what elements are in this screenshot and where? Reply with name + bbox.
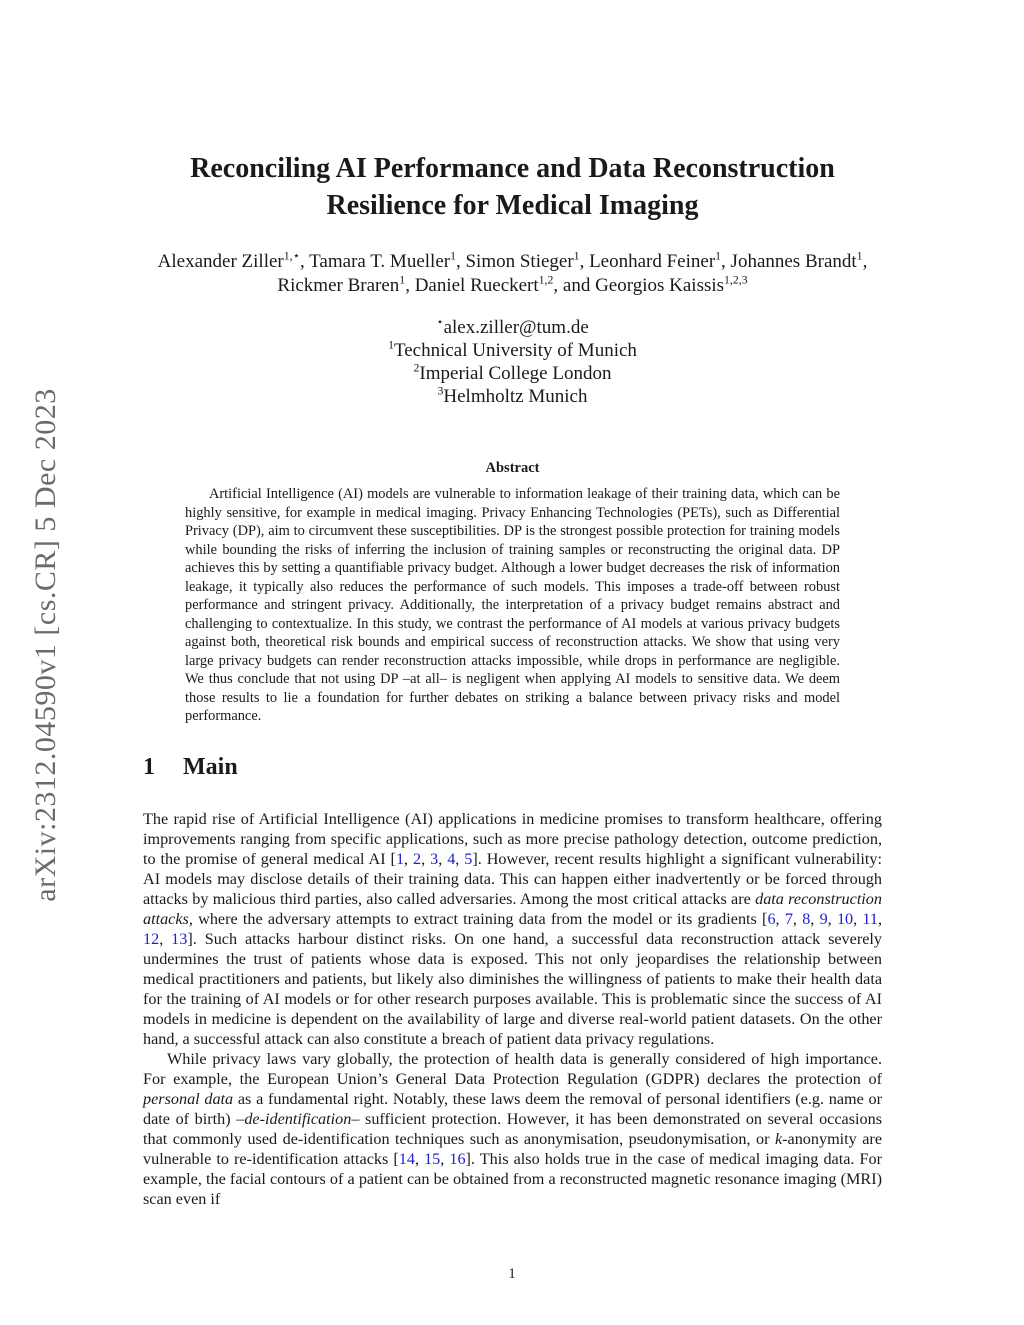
citation-link[interactable]: 5 (464, 849, 473, 868)
paragraph-2: While privacy laws vary globally, the protection of health data is generally considered of high importance. For example, the European Union’s General Data Protection Regulation (GDPR) declares the protection of personal data as a fundamental right. Notably, these laws deem the removal of personal identifiers (e.g. name or date of birth) –de-identification– sufficient protection. However, it has been demonstrated on several occasions that commonly used de-identification techniques such as anonymisation, pseudonymisation, or k-anonymity are vulnerable to re-identification attacks [14, 15, 16]. This also holds true in the case of medical imaging data. For example, the facial contours of a patient can be obtained from a reconstructed magnetic resonance imaging (MRI) scan even if (143, 1049, 883, 1208)
title-line-1: Reconciling AI Performance and Data Reconstruction (190, 153, 835, 184)
abstract-block (185, 460, 840, 726)
author-affiliation-mark: 1 (715, 249, 722, 263)
section-title: Main (183, 753, 238, 780)
arxiv-identifier: arXiv:2312.04590v1 [cs.CR] 5 Dec 2023 (29, 388, 62, 902)
affiliation-line (143, 339, 882, 362)
author-name: Rickmer Braren (277, 275, 400, 296)
affiliation-text: Imperial College London (419, 363, 612, 384)
affiliation-mark: 3 (437, 384, 444, 398)
affiliation-text: alex.ziller@tum.de (443, 317, 589, 338)
citation-link[interactable]: 15 (424, 1149, 441, 1168)
author-name: Johannes Brandt (730, 251, 857, 272)
citation-link[interactable]: 16 (449, 1149, 466, 1168)
affiliation-mark: ⋆ (436, 315, 444, 329)
title-line-2: Resilience for Medical Imaging (326, 190, 699, 221)
emphasis-text: de-identification (244, 1109, 352, 1128)
citation-link[interactable]: 6 (767, 909, 776, 928)
affiliation-text: Helmholtz Munich (443, 386, 588, 407)
citation-link[interactable]: 14 (398, 1149, 415, 1168)
citation-link[interactable]: 4 (447, 849, 456, 868)
author-name: Simon Stieger (465, 251, 574, 272)
author-name: Tamara T. Mueller (309, 251, 451, 272)
affiliation-mark: 2 (413, 361, 420, 375)
citation-link[interactable]: 2 (413, 849, 422, 868)
section-heading (143, 754, 882, 781)
affiliation-line (143, 316, 882, 339)
affiliation-text: Technical University of Munich (393, 340, 637, 361)
arxiv-identifier-margin (28, 360, 64, 930)
emphasis-text: k (774, 1129, 783, 1148)
affiliation-list (143, 316, 882, 408)
paper-title (143, 150, 882, 224)
emphasis-text: personal data (143, 1089, 234, 1108)
author-affiliation-mark: 1 (573, 249, 580, 263)
citation-link[interactable]: 3 (430, 849, 439, 868)
citation-link[interactable]: 8 (802, 909, 811, 928)
affiliation-line (143, 362, 882, 385)
author-affiliation-mark: 1,2 (538, 273, 554, 287)
author-name: Leonhard Feiner (589, 251, 716, 272)
abstract-heading: Abstract (485, 460, 540, 476)
citation-link[interactable]: 9 (819, 909, 828, 928)
emphasis-text: data reconstruction attacks (143, 889, 882, 928)
author-name: Daniel Rueckert (414, 275, 539, 296)
author-affiliation-mark: 1,2,3 (724, 273, 748, 287)
paper-page (143, 150, 882, 1209)
paragraph-1: The rapid rise of Artificial Intelligence (AI) applications in medicine promises to transform healthcare, offering improvements ranging from specific applications, such as more precise pathology detection, outcome prediction, to the promise of general medical AI [1, 2, 3, 4, 5]. However, recent results highlight a significant vulnerability: AI models may disclose details of their training data. This can happen either inadvertently or be forced through attacks by malicious third parties, also called adversaries. Among the most critical attacks are data reconstruction attacks, where the adversary attempts to extract training data from the model or its gradients [6, 7, 8, 9, 10, 11, 12, 13]. Such attacks harbour distinct risks. On one hand, a successful data reconstruction attack severely undermines the trust of patients whose data is exposed. This not only jeopardises the relationship between medical practitioners and patients, but likely also diminishes the willingness of patients to make their health data for the training of AI models or for other research purposes available. This is problematic since the success of AI models in medicine is dependent on the availability of large and diverse real-world patient datasets. On the other hand, a successful attack can also constitute a breach of patient data privacy regulations. (143, 809, 883, 1048)
abstract-text: Artificial Intelligence (AI) models are vulnerable to information leakage of their training data, which can be highly sensitive, for example in medical imaging. Privacy Enhancing Technologies (PETs), such as Differential Privacy (DP), aim to circumvent these susceptibilities. DP is the strongest possible protection for training models while bounding the risks of inferring the inclusion of training samples or reconstructing the original data. DP achieves this by setting a quantifiable privacy budget. Although a lower budget decreases the risk of information leakage, it typically also reduces the performance of such models. This imposes a trade-off between robust performance and stringent privacy. Additionally, the interpretation of a privacy budget remains abstract and challenging to contextualize. In this study, we contrast the performance of AI models at various privacy budgets against both, theoretical risk bounds and empirical success of reconstruction attacks. We show that using very large privacy budgets can render reconstruction attacks impossible, while drops in performance are negligible. We thus conclude that not using DP –at all– is negligent when applying AI models to sensitive data. We deem those results to lie a foundation for further debates on striking a balance between privacy risks and model performance. (185, 486, 840, 724)
author-name: Georgios Kaissis (595, 275, 725, 296)
author-list: Alexander Ziller$^{1,⋆}$, Tamara T. Mueller$^1$, Simon Stieger$^1$, Leonhard Feiner$^1$, Johannes Brandt$^1$, Rickmer Braren$^1$, Daniel Rueckert$^{1,2}$, and Georgios Kaissis$^{1,2,3}$ (157, 249, 868, 296)
section-number: 1 (143, 753, 155, 780)
author-affiliation-mark: 1,⋆ (283, 249, 300, 263)
page-number: 1 (508, 1266, 516, 1282)
author-affiliation-mark: 1 (399, 273, 406, 287)
citation-link[interactable]: 13 (171, 929, 188, 948)
affiliation-line (143, 385, 882, 408)
author-affiliation-mark: 1 (450, 249, 456, 263)
citation-link[interactable]: 12 (143, 929, 160, 948)
citation-link[interactable]: 7 (784, 909, 793, 928)
citation-link[interactable]: 1 (395, 849, 405, 868)
author-name: Alexander Ziller (157, 251, 284, 272)
author-affiliation-mark: 1 (856, 249, 863, 263)
affiliation-mark: 1 (388, 338, 394, 352)
citation-link[interactable]: 11 (862, 909, 879, 928)
citation-link[interactable]: 10 (836, 909, 854, 928)
